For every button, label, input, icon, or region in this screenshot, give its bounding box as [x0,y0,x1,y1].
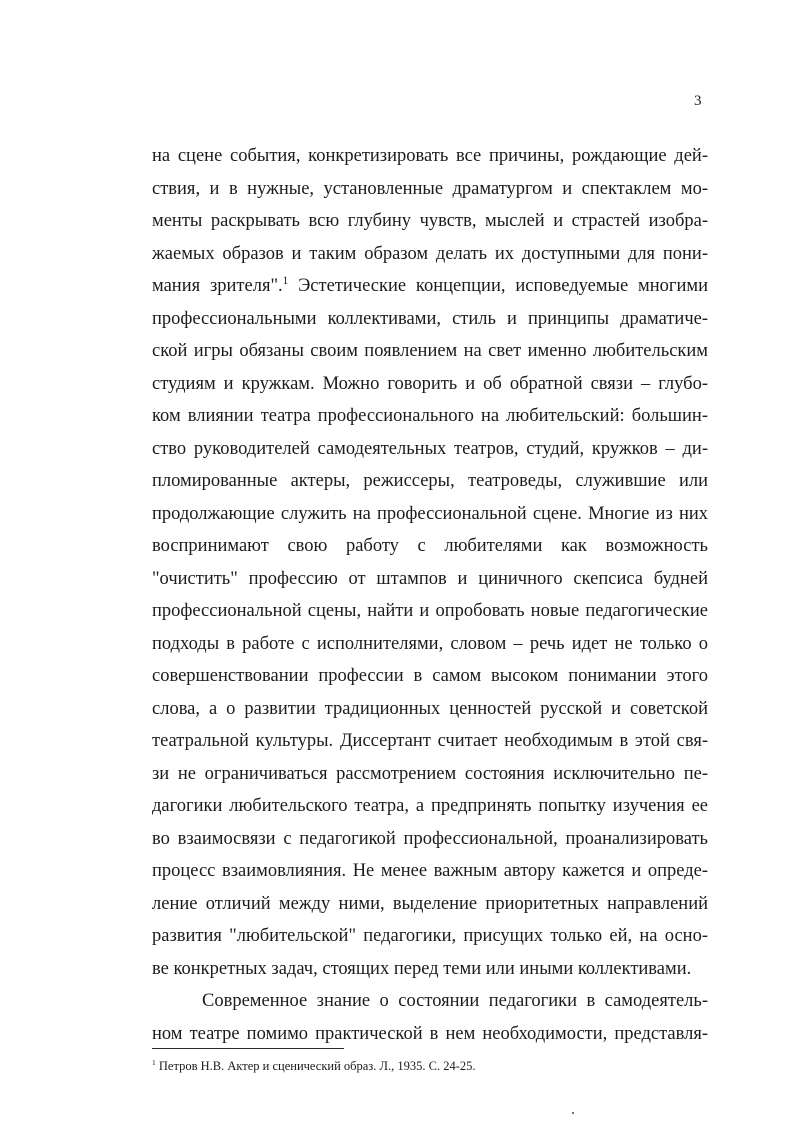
text-fragment: Эстетические концепции, исповедуемые многими [288,276,708,296]
footnote-reference: 1 [282,274,289,287]
text-line: подходы в работе с исполнителями, словом – речь идет не только о [152,633,708,654]
text-line: ление отличий между ними, выделение приоритетных направлений [152,893,708,914]
footnote-text: Петров Н.В. Актер и сценический образ. Л., 1935. С. 24-25. [155,1059,476,1073]
text-line: воспринимают свою работу с любителями как возможность [152,536,708,556]
text-line: студиям и кружкам. Можно говорить и об обратной связи – глубо- [152,373,708,394]
text-line: "очистить" профессию от штампов и циничного скепсиса будней [152,568,708,589]
footnote-separator [152,1048,344,1049]
text-line: профессиональными коллективами, стиль и принципы драматиче- [152,308,708,329]
text-line: ком влиянии театра профессионального на любительский: большин- [152,406,708,426]
text-line: ве конкретных задач, стоящих перед теми или иными коллективами. [152,958,692,979]
text-line: профессиональной сцены, найти и опробовать новые педагогические [152,601,708,621]
page-number: 3 [694,93,702,109]
text-line: слова, а о развитии традиционных ценностей русской и советской [152,698,708,719]
text-line: ном театре помимо практической в нем необходимости, представля- [152,1023,708,1044]
text-line: зи не ограничиваться рассмотрением состояния исключительно пе- [152,763,708,784]
scan-speck [572,1112,574,1114]
text-line: на сцене события, конкретизировать все причины, рождающие дей- [152,146,708,166]
text-line: во взаимосвязи с педагогикой профессиональной, проанализировать [152,828,708,849]
text-line: процесс взаимовлияния. Не менее важным автору кажется и опреде- [152,861,708,881]
text-line: совершенствовании профессии в самом высоком понимании этого [152,666,708,686]
text-line: менты раскрывать всю глубину чувств, мыслей и страстей изобра- [152,211,708,231]
text-line: продолжающие служить на профессиональной сцене. Многие из них [152,503,708,524]
text-line: театральной культуры. Диссертант считает необходимым в этой свя- [152,731,708,751]
text-line: развития "любительской" педагогики, присущих только ей, на осно- [152,926,708,946]
text-fragment: мания зрителя". [152,276,283,296]
footnote [152,1058,475,1074]
text-line-with-footnote-ref [152,270,708,303]
text-line: дагогики любительского театра, а предпринять попытку изучения ее [152,796,708,816]
text-line: ство руководителей самодеятельных театров, студий, кружков – ди- [152,438,708,459]
text-line: пломированные актеры, режиссеры, театроведы, служившие или [152,471,708,491]
footnote-marker: 1 [152,1057,156,1067]
text-line: ской игры обязаны своим появлением на свет именно любительским [152,341,708,361]
text-line: жаемых образов и таким образом делать их доступными для пони- [152,243,708,264]
body-text [152,140,708,1050]
text-line: ствия, и в нужные, установленные драматургом и спектаклем мо- [152,178,708,199]
text-line: Современное знание о состоянии педагогики в самодеятель- [202,991,708,1011]
